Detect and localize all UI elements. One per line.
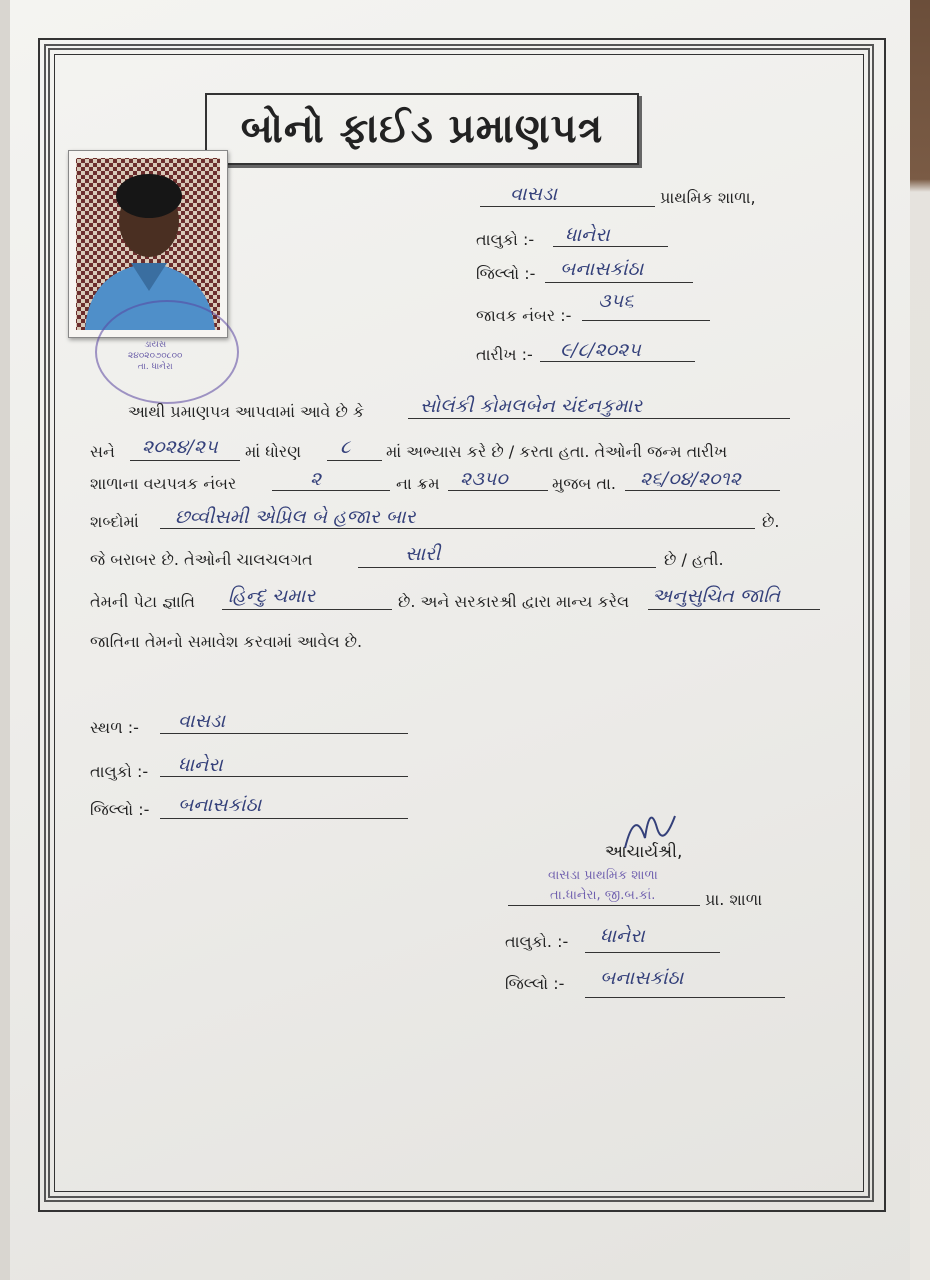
principal-school-suffix: પ્રા. શાળા [705,890,763,909]
taluka-label: તાલુકો :- [476,230,535,249]
school-suffix: પ્રાથમિક શાળા, [660,188,756,207]
serial-number-line [448,490,548,491]
principal-title: આચાર્યશ્રી, [605,842,683,862]
outward-number-label: જાવક નંબર :- [476,306,572,325]
footer-taluka-line [160,776,408,777]
body-line-6-mid: છે. અને સરકારશ્રી દ્વારા માન્ય કરેલ [398,592,630,611]
standard-value: ૮ [340,436,351,458]
school-stamp-text: ડાયસ ૨૪૦૨૦૭૦૮૦૦ તા. ધાનેરા [128,340,183,372]
body-line-4-prefix: શબ્દોમાં [90,512,139,531]
birth-date-words-line [160,528,755,529]
footer-district-line [160,818,408,819]
school-name-line [480,206,655,207]
footer-taluka-value: ધાનેરા [178,754,223,776]
district-label: જિલ્લો :- [476,264,536,283]
principal-taluka-line [585,952,720,953]
district-value: બનાસકાંઠા [560,258,644,280]
register-number-value: ૨ [310,468,322,490]
body-line-2-mid: માં ધોરણ [245,442,302,461]
conduct-value: સારી [405,543,441,565]
birth-date-value: ૨૬/૦૪/૨૦૧૨ [640,468,741,490]
body-line-3-prefix: શાળાના વયપત્રક નંબર [90,474,237,493]
certificate-title: બોનો ફાઈડ પ્રમાણપત્ર [205,93,639,165]
body-line-4-suffix: છે. [762,512,780,531]
date-line [540,361,695,362]
category-line [648,609,820,610]
footer-district-label: જિલ્લો :- [90,800,150,819]
category-value: અનુસુચિત જાતિ [652,585,781,607]
principal-taluka-value: ધાનેરા [600,925,645,947]
year-line [130,460,240,461]
serial-number-value: ૨૩૫૦ [460,468,508,490]
date-value: ૯/૮/૨૦૨૫ [560,339,641,361]
outward-number-line [582,320,710,321]
body-line-6-prefix: તેમની પેટા જ્ઞાતિ [90,592,195,611]
principal-stamp-line-2: તા.ધાનેરા, જી.બ.કાં. [550,888,656,903]
birth-date-line [625,490,780,491]
principal-school-line [508,905,700,906]
register-number-line [272,490,390,491]
body-line-2-suffix: માં અભ્યાસ કરે છે / કરતા હતા. તેઓની જન્મ તારીખ [386,442,728,461]
taluka-value: ધાનેરા [565,224,610,246]
body-line-1-prefix: આથી પ્રમાણપત્ર આપવામાં આવે છે કે [128,402,365,421]
school-name-value: વાસડા [510,183,557,205]
principal-district-label: જિલ્લો :- [505,974,565,993]
outward-number-value: ૩૫૬ [598,290,634,312]
principal-taluka-label: તાલુકો. :- [505,932,569,951]
birth-date-words-value: છવ્વીસમી એપ્રિલ બે હજાર બાર [175,506,416,528]
principal-district-line [585,997,785,998]
body-line-5-suffix: છે / હતી. [664,550,724,569]
place-label: સ્થળ :- [90,718,139,737]
place-value: વાસડા [178,710,225,732]
student-name-line [408,418,790,419]
body-line-3-suffix: મુજબ તા. [552,474,616,493]
footer-district-value: બનાસકાંઠા [178,794,262,816]
taluka-line [553,246,668,247]
footer-taluka-label: તાલુકો :- [90,762,149,781]
body-line-2-prefix: સને [90,442,115,461]
body-line-7: જાતિના તેમનો સમાવેશ કરવામાં આવેલ છે. [90,632,363,651]
standard-line [327,460,382,461]
principal-stamp-line-1: વાસડા પ્રાથમિક શાળા [548,868,658,883]
principal-district-value: બનાસકાંઠા [600,967,684,989]
subcaste-line [222,609,392,610]
student-name-value: સોલંકી કોમલબેન ચંદનકુમાર [420,395,643,417]
place-line [160,733,408,734]
body-line-5-prefix: જે બરાબર છે. તેઓની ચાલચલગત [90,550,313,569]
body-line-3-mid: ના ક્રમ [396,474,440,493]
conduct-line [358,567,656,568]
date-label: તારીખ :- [476,345,533,364]
year-value: ૨૦૨૪/૨૫ [142,436,218,458]
district-line [545,282,693,283]
subcaste-value: હિન્દુ ચમાર [228,585,316,607]
